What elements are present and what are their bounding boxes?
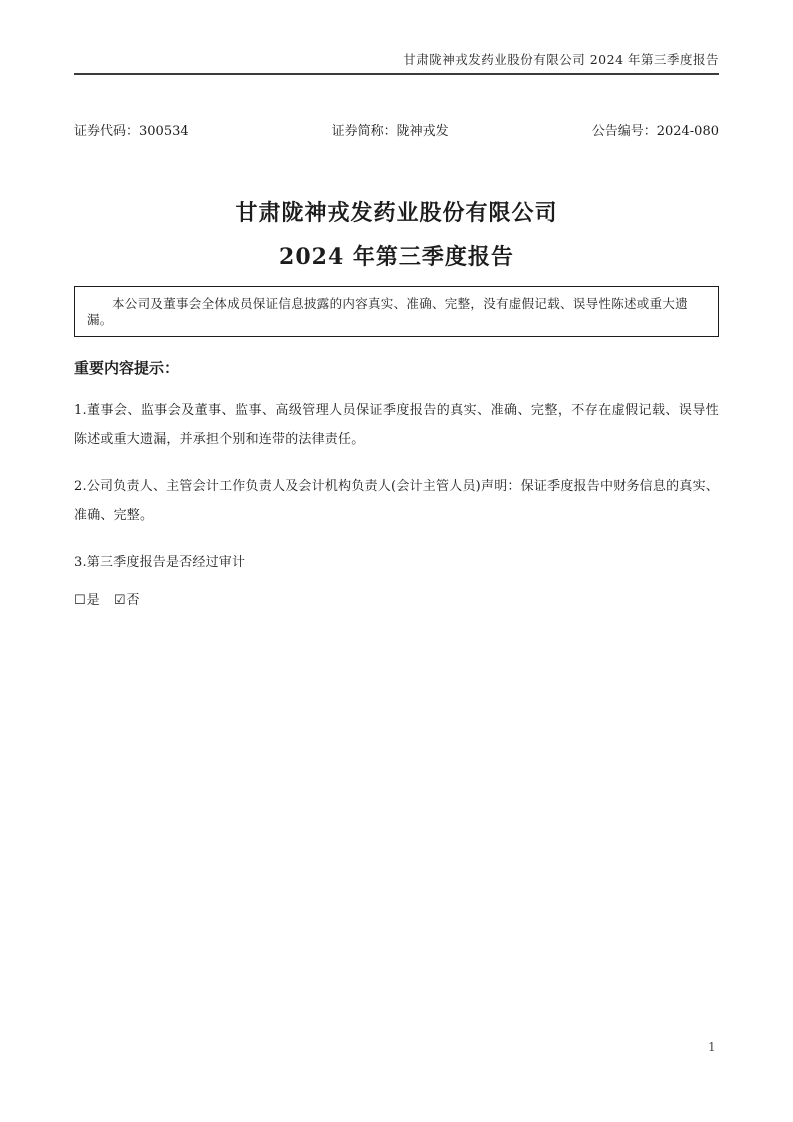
audit-option-no — [114, 593, 140, 608]
audit-option-yes — [74, 593, 104, 608]
document-title-company: 甘肃陇神戎发药业股份有限公司 — [235, 200, 558, 226]
running-header-text: 甘肃陇神戎发药业股份有限公司 2024 年第三季度报告 — [403, 52, 719, 67]
document-title — [74, 200, 719, 270]
running-header — [74, 0, 719, 75]
stock-name-label: 证券简称： — [331, 124, 397, 139]
audit-option-yes-label: 是 — [86, 593, 100, 608]
audit-options-row — [74, 592, 719, 610]
notice-item-2: 2.公司负责人、主管会计工作负责人及会计机构负责人(会计主管人员)声明：保证季度报告中财务信息的真实、准确、完整。 — [74, 479, 719, 523]
audit-option-no-label: 否 — [126, 593, 140, 608]
announcement-number-value: 2024-080 — [656, 124, 719, 139]
important-notice-heading: 重要内容提示： — [74, 359, 180, 377]
disclosure-statement-text: 本公司及董事会全体成员保证信息披露的内容真实、准确、完整，没有虚假记载、误导性陈述或重大遗漏。 — [87, 296, 689, 327]
notice-item-3: 3.第三季度报告是否经过审计 — [74, 555, 246, 570]
stock-name-field — [332, 123, 449, 140]
notice-item-1: 1.董事会、监事会及董事、监事、高级管理人员保证季度报告的真实、准确、完整，不存在虚假记载、误导性陈述或重大遗漏，并承担个别和连带的法律责任。 — [74, 403, 719, 447]
checkbox-checked-icon: ☑ — [113, 593, 126, 608]
document-title-report: 2024 年第三季度报告 — [279, 244, 514, 270]
stock-code-value: 300534 — [139, 124, 189, 139]
page-number: 1 — [708, 1040, 716, 1054]
meta-row — [74, 123, 719, 140]
stock-name-value: 陇神戎发 — [396, 124, 449, 139]
announcement-number-label: 公告编号： — [591, 124, 657, 139]
stock-code-field — [74, 123, 189, 140]
disclosure-statement-box — [74, 286, 719, 337]
checkbox-unchecked-icon: ☐ — [74, 593, 86, 608]
stock-code-label: 证券代码： — [74, 124, 140, 139]
announcement-number-field — [592, 123, 719, 140]
